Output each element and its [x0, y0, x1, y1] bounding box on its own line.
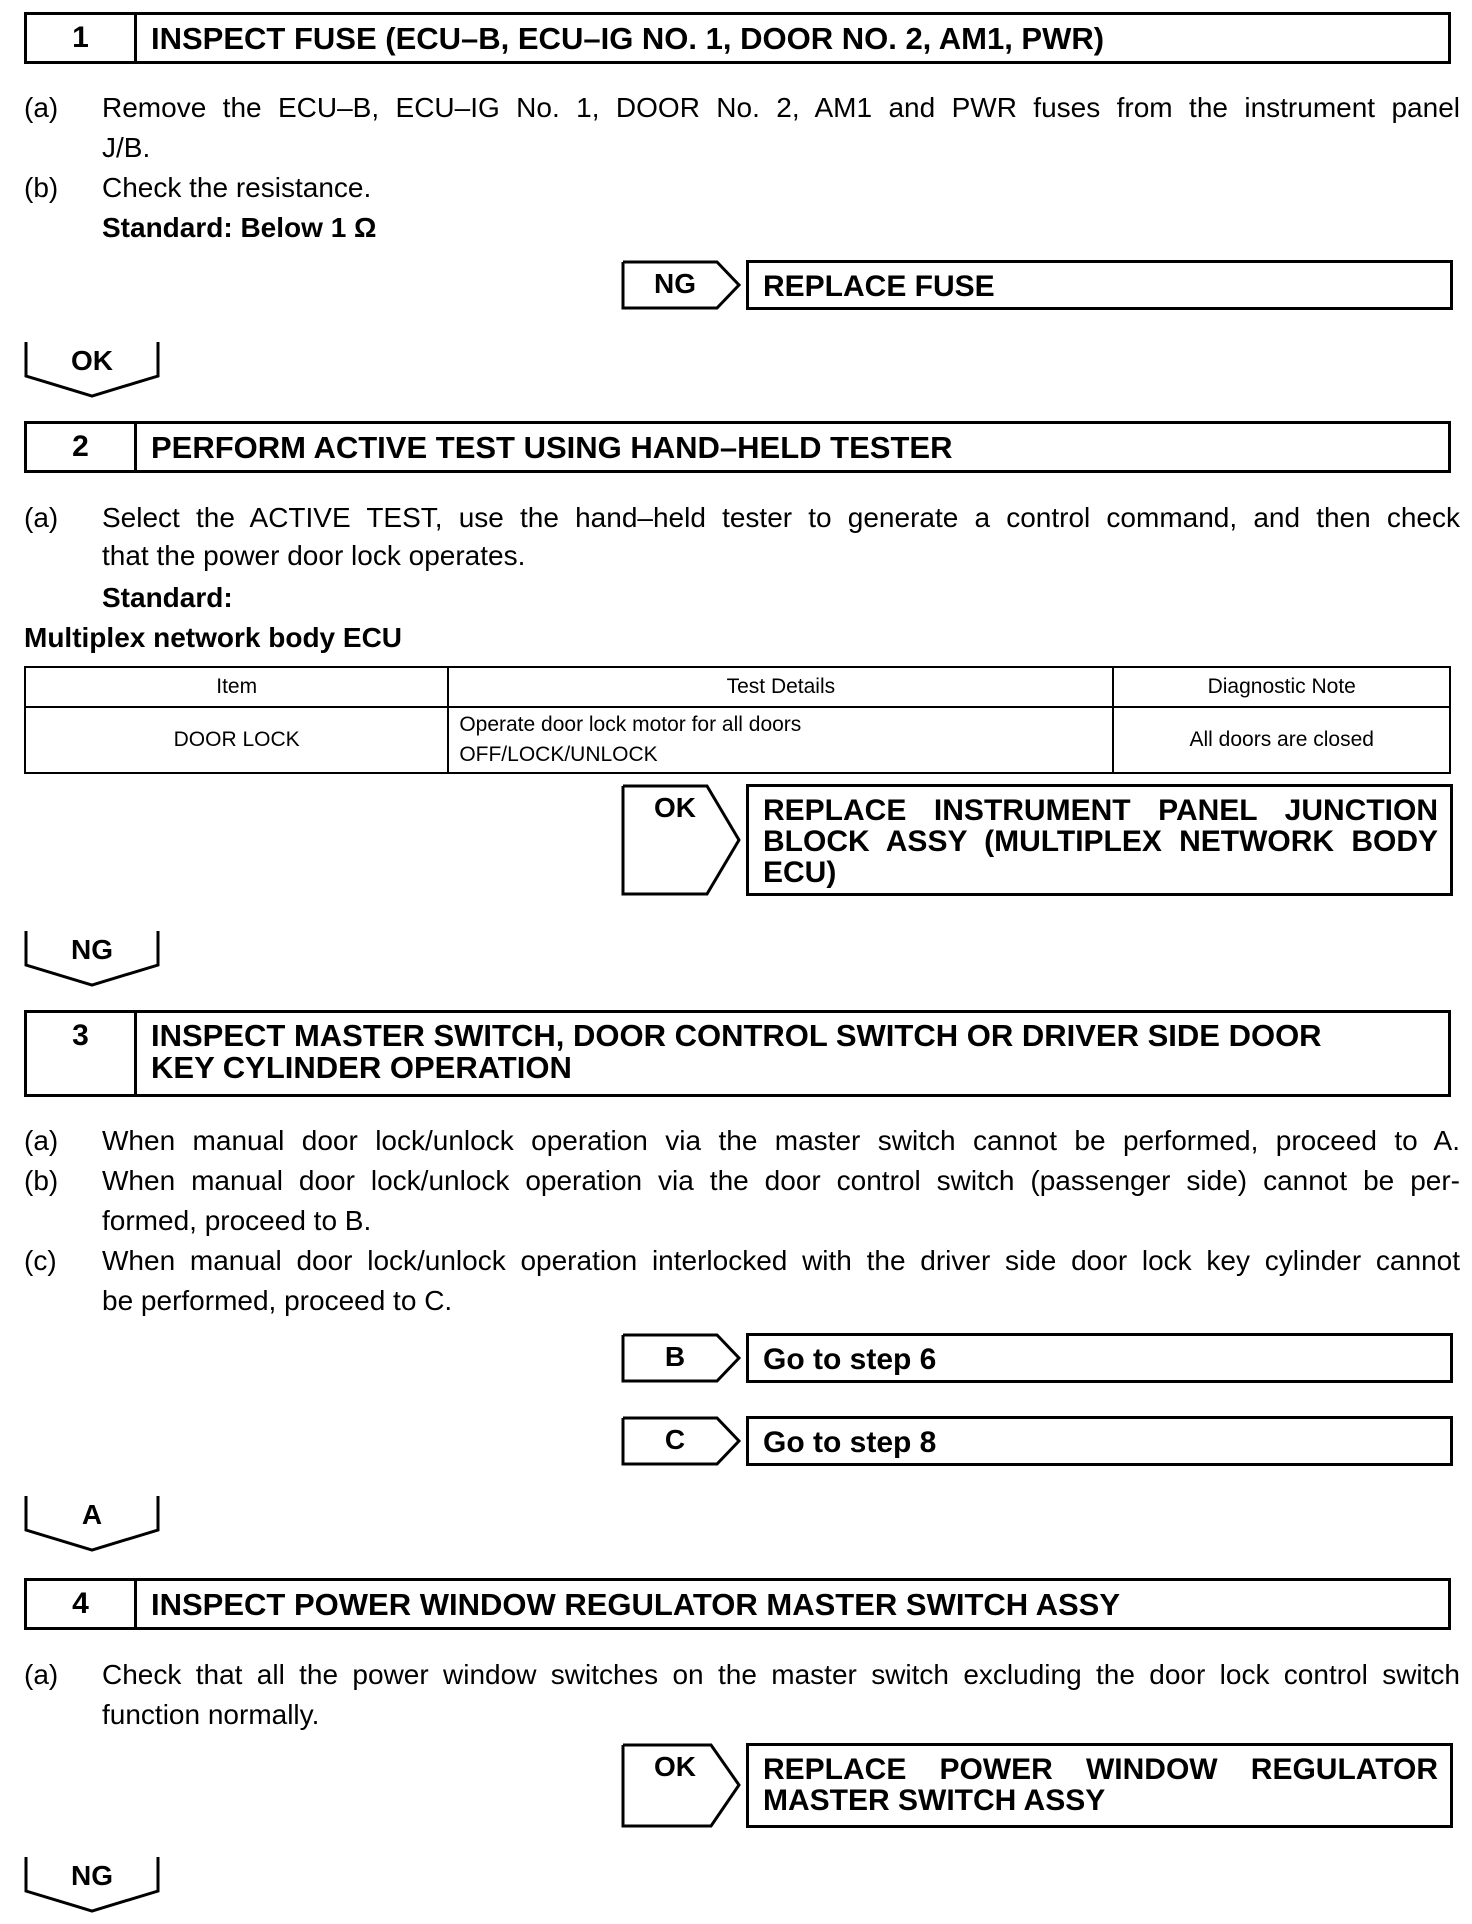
item-line: that the power door lock operates.	[102, 540, 526, 571]
step-3-item-a	[0, 1121, 1472, 1161]
step-title	[151, 1020, 1438, 1084]
title-line: KEY CYLINDER OPERATION	[151, 1050, 572, 1085]
result-line: ECU)	[763, 856, 837, 889]
item-label: (a)	[24, 1125, 59, 1156]
table-cell-detail	[448, 707, 1113, 773]
tag-label: A	[81, 1499, 103, 1530]
next-tag-ng	[24, 1855, 160, 1917]
item-label: (a)	[24, 92, 59, 123]
table-row	[25, 707, 1450, 773]
tag-label: OK	[654, 792, 696, 823]
item-line: Select the ACTIVE TEST, use the hand–held tester to generate a control command, and then check	[102, 502, 1460, 533]
result-tag-b	[621, 1333, 743, 1383]
standard-text: Standard:	[102, 582, 233, 613]
step-1-header	[24, 12, 1451, 64]
title-line: INSPECT MASTER SWITCH, DOOR CONTROL SWITCH OR DRIVER SIDE DOOR	[151, 1018, 1322, 1053]
step-3-item-b	[0, 1161, 1472, 1241]
step-1-item-b	[0, 168, 1472, 208]
result-tag-ok	[621, 784, 743, 896]
step-4-header	[24, 1578, 1451, 1630]
item-label: (b)	[24, 1165, 59, 1196]
tag-label: NG	[654, 268, 696, 299]
item-line: When manual door lock/unlock operation interlocked with the driver side door lock key cylinder cannot	[102, 1245, 1460, 1276]
item-line: Check that all the power window switches on the master switch excluding the door lock control switch	[102, 1659, 1460, 1690]
table-header: Diagnostic Note	[1113, 667, 1450, 707]
item-label: (c)	[24, 1245, 57, 1276]
result-box	[746, 1743, 1453, 1828]
result-line: MASTER SWITCH ASSY	[763, 1784, 1106, 1817]
table-header: Test Details	[448, 667, 1113, 707]
result-box	[746, 784, 1453, 896]
item-line: J/B.	[102, 132, 151, 163]
table-cell-note: All doors are closed	[1113, 707, 1450, 773]
step-3-item-c	[0, 1241, 1472, 1321]
item-label: (a)	[24, 502, 59, 533]
table-header: Item	[25, 667, 448, 707]
next-tag-a	[24, 1494, 160, 1556]
step-title: INSPECT FUSE (ECU–B, ECU–IG NO. 1, DOOR NO. 2, AM1, PWR)	[151, 21, 1105, 56]
item-line: Remove the ECU–B, ECU–IG No. 1, DOOR No. 2, AM1 and PWR fuses from the instrument panel	[102, 92, 1460, 123]
result-tag-ok	[621, 1743, 743, 1828]
step-number: 2	[27, 424, 137, 470]
step-title: PERFORM ACTIVE TEST USING HAND–HELD TESTER	[151, 430, 953, 465]
item-line: When manual door lock/unlock operation via the door control switch (passenger side) cannot be per-	[102, 1165, 1460, 1196]
item-line: be performed, proceed to C.	[102, 1285, 453, 1316]
step-number: 3	[27, 1013, 137, 1094]
standard-text: Standard: Below 1 Ω	[102, 212, 377, 243]
standard-table	[24, 666, 1451, 774]
step-number: 4	[27, 1581, 137, 1627]
step-2-item-a	[0, 498, 1472, 578]
step-3-header	[24, 1010, 1451, 1097]
tag-label: OK	[71, 345, 113, 376]
result-box: Go to step 8	[746, 1416, 1453, 1466]
next-tag-ng	[24, 929, 160, 991]
item-label: (b)	[24, 172, 59, 203]
result-tag-ng	[621, 260, 743, 310]
result-line: REPLACE POWER WINDOW REGULATOR	[763, 1753, 1438, 1786]
item-line: Check the resistance.	[102, 172, 372, 203]
result-box: REPLACE FUSE	[746, 260, 1453, 310]
step-number: 1	[27, 15, 137, 61]
item-line: formed, proceed to B.	[102, 1205, 372, 1236]
tag-label: OK	[654, 1751, 696, 1782]
item-line: function normally.	[102, 1699, 320, 1730]
detail-line: Operate door lock motor for all doors	[459, 713, 802, 736]
table-header-row	[25, 667, 1450, 707]
table-caption: Multiplex network body ECU	[24, 622, 403, 653]
tag-label: C	[664, 1424, 686, 1455]
result-line: BLOCK ASSY (MULTIPLEX NETWORK BODY	[763, 825, 1438, 858]
result-tag-c	[621, 1416, 743, 1466]
tag-label: B	[664, 1341, 686, 1372]
item-label: (a)	[24, 1659, 59, 1690]
table-cell-item: DOOR LOCK	[25, 707, 448, 773]
step-2-header	[24, 421, 1451, 473]
item-line: When manual door lock/unlock operation via the master switch cannot be performed, proceed to A.	[102, 1125, 1460, 1156]
detail-line: OFF/LOCK/UNLOCK	[459, 743, 658, 766]
next-tag-ok	[24, 340, 160, 402]
step-4-item-a	[0, 1655, 1472, 1735]
tag-label: NG	[71, 934, 113, 965]
result-line: REPLACE INSTRUMENT PANEL JUNCTION	[763, 794, 1438, 827]
step-title: INSPECT POWER WINDOW REGULATOR MASTER SWITCH ASSY	[151, 1587, 1121, 1622]
tag-label: NG	[71, 1860, 113, 1891]
step-1-item-a	[0, 88, 1472, 168]
result-box: Go to step 6	[746, 1333, 1453, 1383]
